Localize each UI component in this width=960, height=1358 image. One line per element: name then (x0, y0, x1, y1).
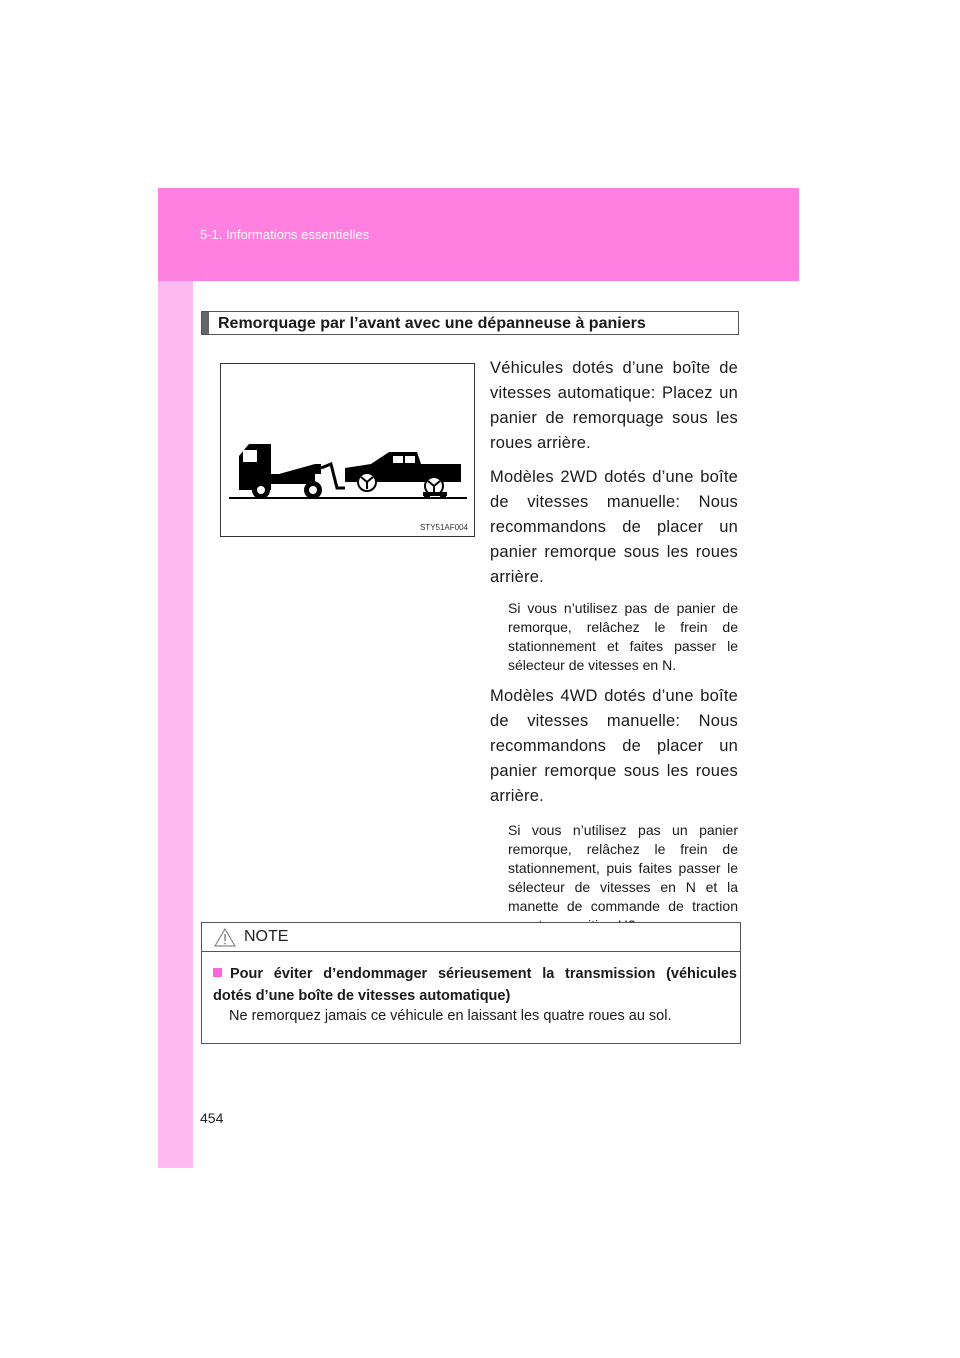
heading-title: Remorquage par l’avant avec une dépanneuse à paniers (218, 315, 646, 332)
warning-icon (214, 928, 236, 947)
note-body: Ne remorquez jamais ce véhicule en laissant les quatre roues au sol. (229, 1008, 672, 1024)
paragraph-4wd: Modèles 4WD dotés d’une boîte de vitesses manuelle: Nous recommandons de placer un panier remorque sous les roues arrière. (490, 687, 738, 805)
note-box (201, 922, 741, 1044)
note-2wd: Si vous n’utilisez pas de panier de remorque, relâchez le frein de stationnement et faites passer le sélecteur de vitesses en N. (508, 600, 738, 673)
tow-truck-illustration (220, 363, 475, 537)
note-4wd: Si vous n’utilisez pas un panier remorque, relâchez le frein de stationnement, puis faites passer le sélecteur de vitesses en N et la manette de commande de traction (508, 822, 738, 914)
side-margin-strip (158, 188, 193, 1168)
heading-accent-bar (202, 312, 209, 334)
page-number: 454 (200, 1110, 224, 1126)
text-column (490, 356, 738, 935)
paragraph-automatic: Véhicules dotés d’une boîte de vitesses automatique: Placez un panier de remorquage sous les roues arrière. (490, 359, 738, 452)
section-heading (201, 311, 739, 335)
section-label: 5-1. Informations essentielles (200, 227, 370, 242)
note-subtitle (213, 963, 737, 1007)
note-subtitle-text: Pour éviter d’endommager sérieusement la transmission (véhicules dotés d’une boîte de vitesses automatique) (213, 966, 737, 1004)
tow-truck-drawing (221, 364, 474, 536)
figure-code: STY51AF004 (419, 523, 468, 532)
bullet-square-icon (213, 968, 222, 977)
paragraph-2wd: Modèles 2WD dotés d’une boîte de vitesses manuelle: Nous recommandons de placer un panier remorque sous les roues arrière. (490, 468, 738, 586)
note-title: NOTE (244, 928, 289, 945)
note-header (202, 923, 740, 952)
